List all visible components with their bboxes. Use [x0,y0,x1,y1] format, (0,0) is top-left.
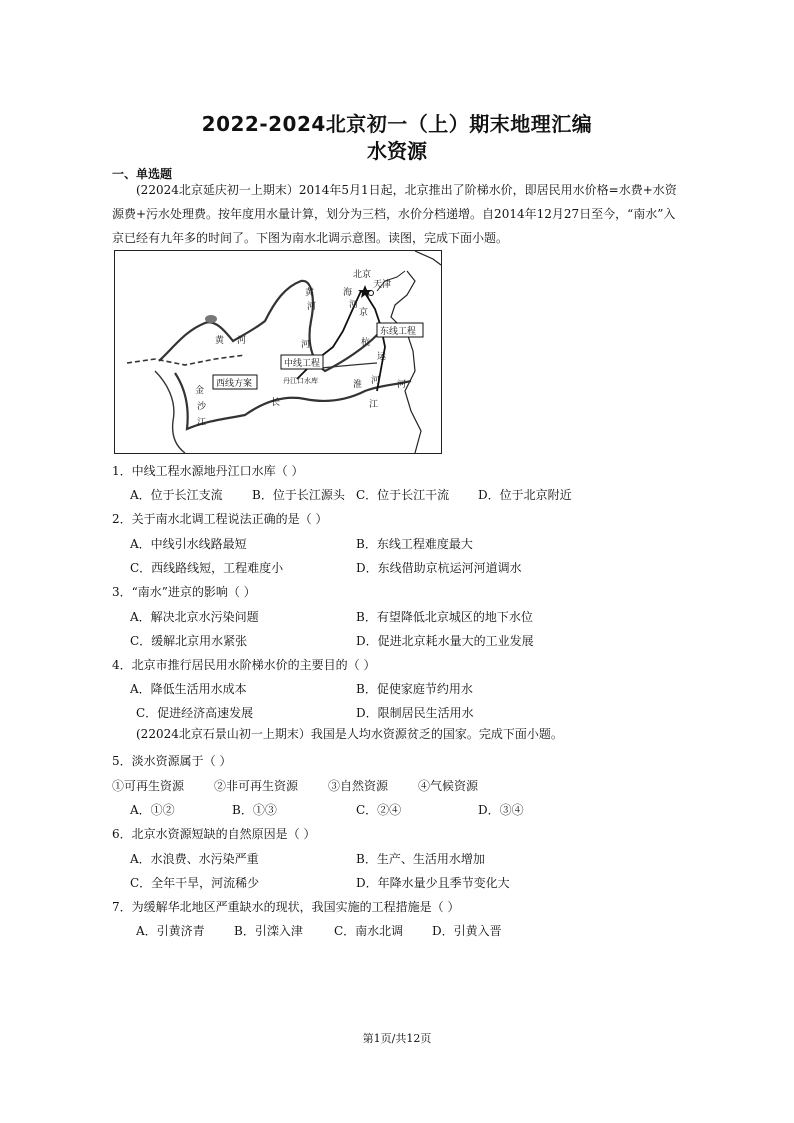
label-jiang1: 江 [197,418,207,428]
q5-option-d[interactable]: D．③④ [478,803,524,817]
label-danjiangkou: 丹江口水库 [283,377,318,385]
label-jiang2: 江 [369,400,379,410]
question-1-stem: 1．中线工程水源地丹江口水库（ ） [112,464,304,478]
yellow-river [159,281,391,371]
label-hang: 杭 [361,338,371,348]
beijing-star-icon [358,285,372,298]
question-6-stem: 6．北京水资源短缺的自然原因是（ ） [112,827,316,841]
label-hai: 海 [343,288,353,298]
page-title: 2022-2024北京初一（上）期末地理汇编 [201,112,593,136]
label-sha: 沙 [197,402,207,412]
q6-option-c[interactable]: C．全年干旱，河流稀少 [130,876,260,890]
q7-option-c[interactable]: C．南水北调 [334,924,404,938]
q3-option-c[interactable]: C．缓解北京用水紧张 [130,634,248,648]
south-north-water-diversion-map [114,250,442,454]
q5-item-1: ①可再生资源 [112,779,185,793]
q2-option-d[interactable]: D．东线借助京杭运河河道调水 [356,561,522,575]
q5-option-c[interactable]: C．②④ [356,803,402,817]
label-beijing: 北京 [353,270,372,280]
question-3-stem: 3．“南水”进京的影响（ ） [112,585,256,599]
q3-option-d[interactable]: D．促进北京耗水量大的工业发展 [356,634,534,648]
label-he3: 河 [237,336,247,346]
q5-item-4: ④气候资源 [418,779,479,793]
q6-option-b[interactable]: B．生产、生活用水增加 [356,852,485,866]
question-7-stem: 7．为缓解华北地区严重缺水的现状，我国实施的工程措施是（ ） [112,900,460,914]
q1-option-c[interactable]: C．位于长江干流 [356,488,450,502]
label-he4: 河 [301,340,311,350]
coastline [391,251,441,453]
question-2-stem: 2．关于南水北调工程说法正确的是（ ） [112,512,328,526]
label-jing: 京 [359,308,369,318]
section-heading: 一、单选题 [112,167,173,181]
label-xixian: 西线方案 [216,379,253,389]
page-footer: 第1页/共12页 [362,1032,432,1045]
label-he1: 河 [307,302,317,312]
label-yun: 运 [377,352,387,362]
label-huai: 淮 [353,380,363,390]
q7-option-a[interactable]: A．引黄济青 [136,924,205,938]
question-5-stem: 5．淡水资源属于（ ） [112,754,232,768]
label-he2: 河 [349,300,359,310]
q7-option-b[interactable]: B．引滦入津 [234,924,303,938]
intro-paragraph-1: (22024北京延庆初一上期末）2014年5月1日起，北京推出了阶梯水价，即居民用水价格=水费+水资源费+污水处理费。按年度用水量计算，划分为三档，水价分档递增。自2014年12月27日至今，“南水”入京已经有九年多的时间了。下图为南水北调示意图。读图，完成下面小题。 [112,183,677,245]
q7-option-d[interactable]: D．引黄入晋 [432,924,502,938]
lake-icon [205,315,217,323]
western-route [127,355,245,365]
q1-option-a[interactable]: A．位于长江支流 [130,488,223,502]
q2-option-c[interactable]: C．西线路线短，工程难度小 [130,561,284,575]
page-subtitle: 水资源 [367,139,427,163]
label-zhongxian: 中线工程 [284,359,321,369]
label-he5: 河 [371,376,381,386]
q4-option-b[interactable]: B．促使家庭节约用水 [356,682,473,696]
map-drawing [115,251,441,453]
q5-item-2: ②非可再生资源 [214,779,299,793]
q6-option-a[interactable]: A．水浪费、水污染严重 [130,852,259,866]
q5-option-a[interactable]: A．①② [130,803,175,817]
q5-option-b[interactable]: B．①③ [232,803,277,817]
q2-option-b[interactable]: B．东线工程难度最大 [356,537,473,551]
label-huang: 黄 [305,288,315,298]
tianjin-marker-icon [369,291,374,296]
q4-option-d[interactable]: D．限制居民生活用水 [356,706,474,720]
q3-option-b[interactable]: B．有望降低北京城区的地下水位 [356,610,533,624]
q4-option-c[interactable]: C．促进经济高速发展 [136,706,254,720]
label-huang2: 黄 [215,336,225,346]
q2-option-a[interactable]: A．中线引水线路最短 [130,537,247,551]
q1-option-b[interactable]: B．位于长江源头 [252,488,345,502]
q1-option-d[interactable]: D．位于北京附近 [478,488,572,502]
q5-item-3: ③自然资源 [328,779,389,793]
intro-paragraph-2: (22024北京石景山初一上期末）我国是人均水资源贫乏的国家。完成下面小题。 [136,727,563,741]
label-jin: 金 [195,386,205,396]
q4-option-a[interactable]: A．降低生活用水成本 [130,682,247,696]
label-dongxian: 东线工程 [380,327,417,337]
q6-option-d[interactable]: D．年降水量少且季节变化大 [356,876,510,890]
question-4-stem: 4．北京市推行居民用水阶梯水价的主要目的（ ） [112,658,376,672]
label-chang: 长 [271,398,281,408]
q3-option-a[interactable]: A．解决北京水污染问题 [130,610,259,624]
label-he6: 河 [397,380,407,390]
label-tianjin: 天津 [373,280,392,290]
